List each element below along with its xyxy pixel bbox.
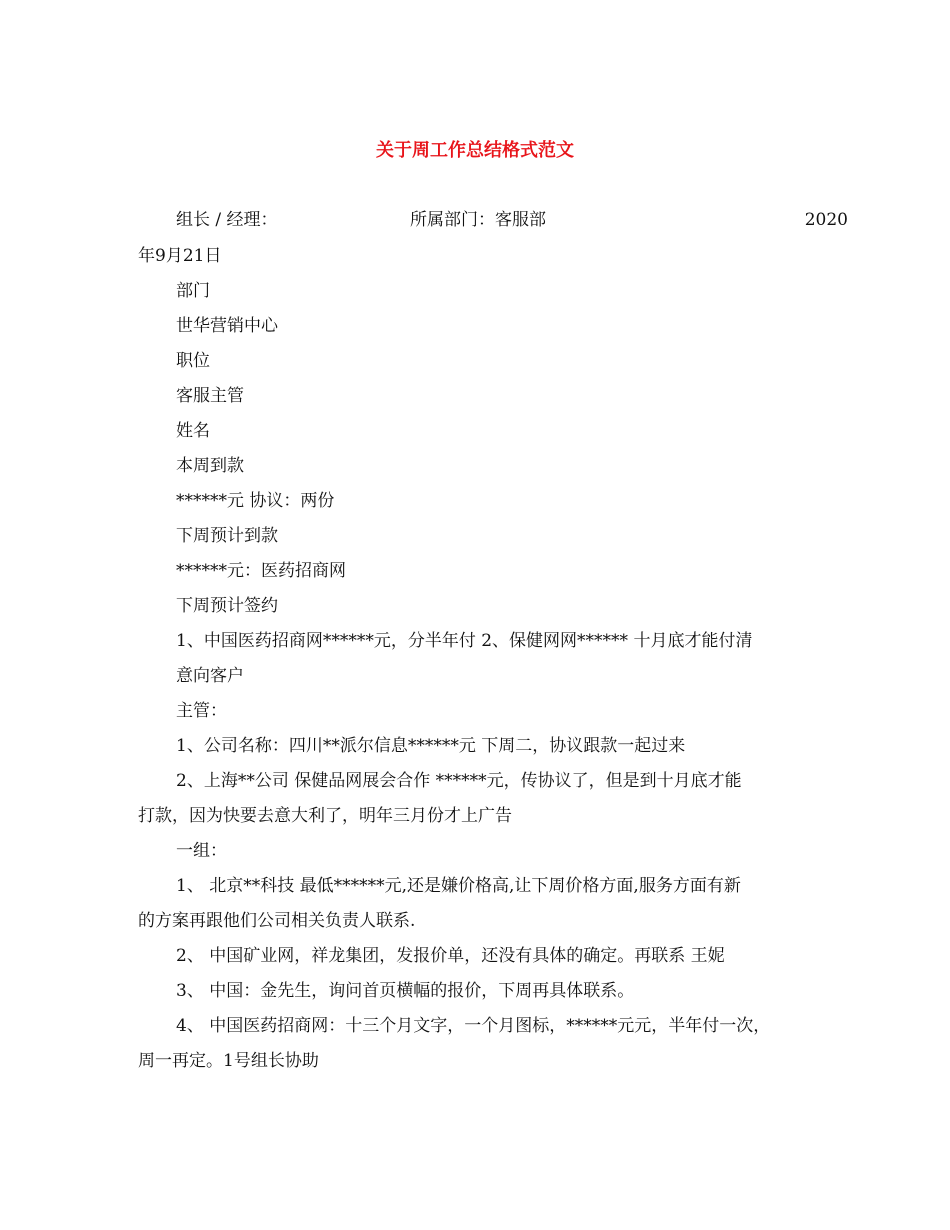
group-label: 一组： [176, 841, 227, 861]
body-line: 下周预计到款 [176, 526, 278, 546]
body-line: 姓名 [176, 421, 210, 441]
body-line: ******元：医药招商网 [176, 561, 346, 581]
list-item: 3、 中国：金先生，询问首页横幅的报价，下周再具体联系。 [176, 981, 635, 1001]
header-year: 2020 [804, 210, 848, 230]
body-line: 下周预计签约 [176, 596, 278, 616]
body-line: 职位 [176, 351, 210, 371]
header-dept: 所属部门：客服部 [410, 210, 546, 230]
body-line: 本周到款 [176, 456, 244, 476]
body-line: 主管： [176, 701, 227, 721]
header-line [176, 209, 848, 231]
body-line: 部门 [176, 281, 210, 301]
list-item-continued: 周一再定。1号组长协助 [138, 1051, 319, 1071]
paragraph-line: 打款，因为快要去意大利了，明年三月份才上广告 [138, 806, 512, 826]
body-line: 1、公司名称：四川**派尔信息******元 下周二，协议跟款一起过来 [176, 736, 686, 756]
body-line: 客服主管 [176, 386, 244, 406]
list-item: 2、 中国矿业网，祥龙集团，发报价单，还没有具体的确定。再联系 王妮 [176, 946, 725, 966]
list-item-continued: 的方案再跟他们公司相关负责人联系. [138, 911, 416, 931]
list-item: 1、 北京**科技 最低******元,还是嫌价格高,让下周价格方面,服务方面有新 [176, 876, 741, 896]
list-item: 4、 中国医药招商网：十三个月文字，一个月图标，******元元，半年付一次， [176, 1016, 771, 1036]
paragraph-line: 2、上海**公司 保健品网展会合作 ******元，传协议了，但是到十月底才能 [176, 771, 742, 791]
body-line: 1、中国医药招商网******元，分半年付 2、保健网网****** 十月底才能付清 [176, 631, 753, 651]
document-title: 关于周工作总结格式范文 [376, 140, 574, 161]
header-date: 年9月21日 [138, 246, 222, 266]
body-line: 世华营销中心 [176, 316, 278, 336]
header-leader: 组长 / 经理： [176, 210, 278, 230]
body-line: ******元 协议：两份 [176, 491, 335, 511]
body-line: 意向客户 [176, 666, 244, 686]
